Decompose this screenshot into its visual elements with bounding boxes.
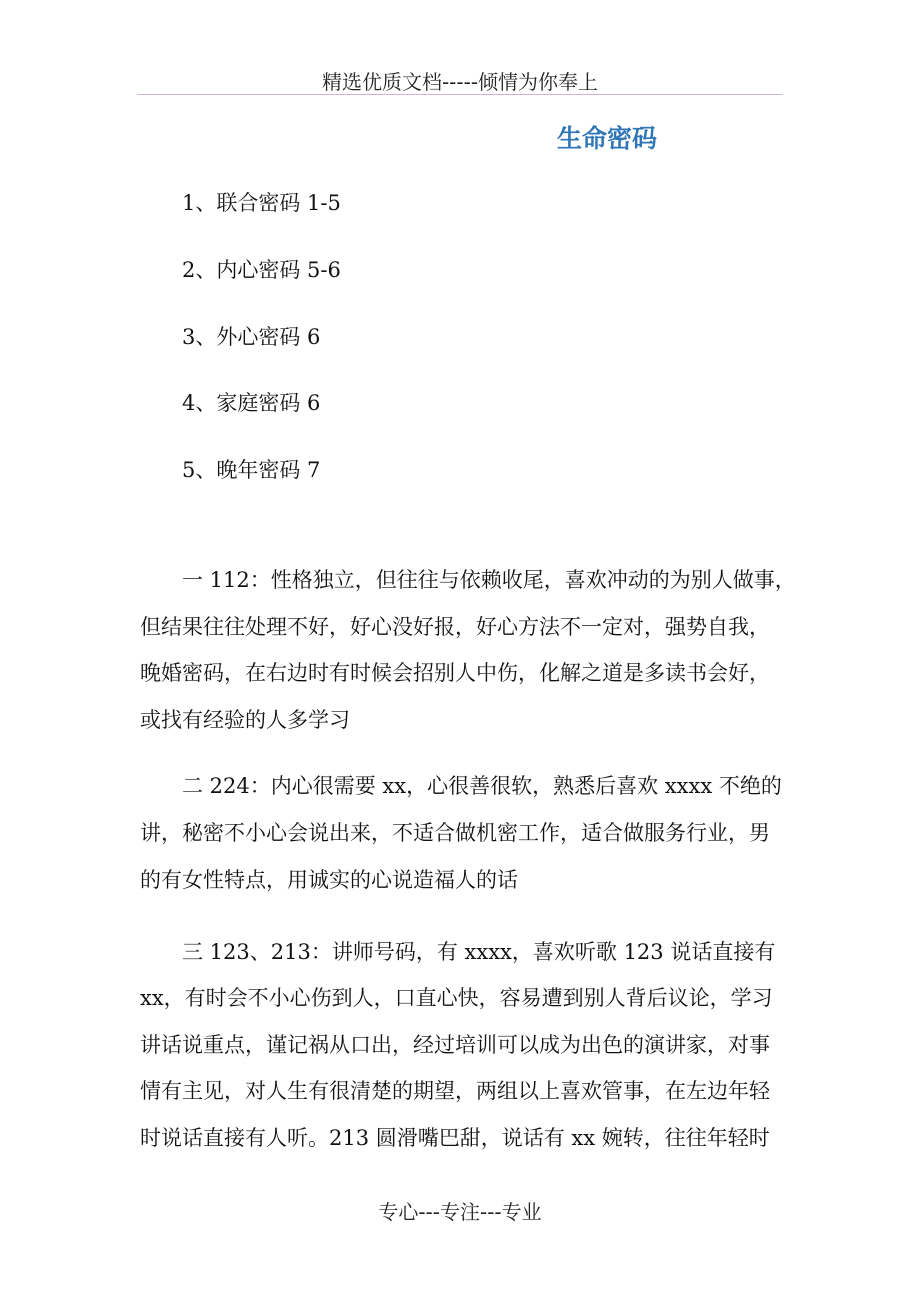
paragraph-line: 讲，秘密不小心会说出来，不适合做机密工作，适合做服务行业，男 bbox=[140, 821, 770, 845]
list-item: 4、家庭密码 6 bbox=[182, 391, 321, 415]
paragraph-line: 时说话直接有人听。213 圆滑嘴巴甜，说话有 xx 婉转，往往年轻时 bbox=[140, 1126, 770, 1150]
paragraph-line: 情有主见，对人生有很清楚的期望，两组以上喜欢管事，在左边年轻 bbox=[140, 1079, 770, 1103]
paragraph-line: 或找有经验的人多学习 bbox=[140, 708, 350, 732]
paragraph-line: 一 112：性格独立，但往往与依赖收尾，喜欢冲动的为别人做事， bbox=[182, 568, 796, 592]
list-item: 5、晚年密码 7 bbox=[182, 458, 321, 482]
paragraph-line: 二 224：内心很需要 xx，心很善很软，熟悉后喜欢 xxxx 不绝的 bbox=[182, 774, 782, 798]
header-divider bbox=[137, 94, 783, 95]
list-item: 3、外心密码 6 bbox=[182, 325, 321, 349]
document-title: 生命密码 bbox=[557, 124, 658, 153]
paragraph-line: 但结果往往处理不好，好心没好报，好心方法不一定对，强势自我， bbox=[140, 615, 770, 639]
list-item: 2、内心密码 5-6 bbox=[182, 258, 341, 282]
paragraph-line: xx，有时会不小心伤到人，口直心快，容易遭到别人背后议论，学习 bbox=[140, 986, 773, 1010]
list-item: 1、联合密码 1-5 bbox=[182, 191, 341, 215]
paragraph-line: 晚婚密码，在右边时有时候会招别人中伤，化解之道是多读书会好， bbox=[140, 661, 770, 685]
page-header: 精选优质文档-----倾情为你奉上 bbox=[321, 70, 599, 94]
page-footer: 专心---专注---专业 bbox=[378, 1200, 542, 1224]
paragraph-line: 三 123、213：讲师号码，有 xxxx，喜欢听歌 123 说话直接有 bbox=[182, 940, 776, 964]
paragraph-line: 讲话说重点，谨记祸从口出，经过培训可以成为出色的演讲家，对事 bbox=[140, 1033, 770, 1057]
paragraph-line: 的有女性特点，用诚实的心说造福人的话 bbox=[140, 868, 518, 892]
